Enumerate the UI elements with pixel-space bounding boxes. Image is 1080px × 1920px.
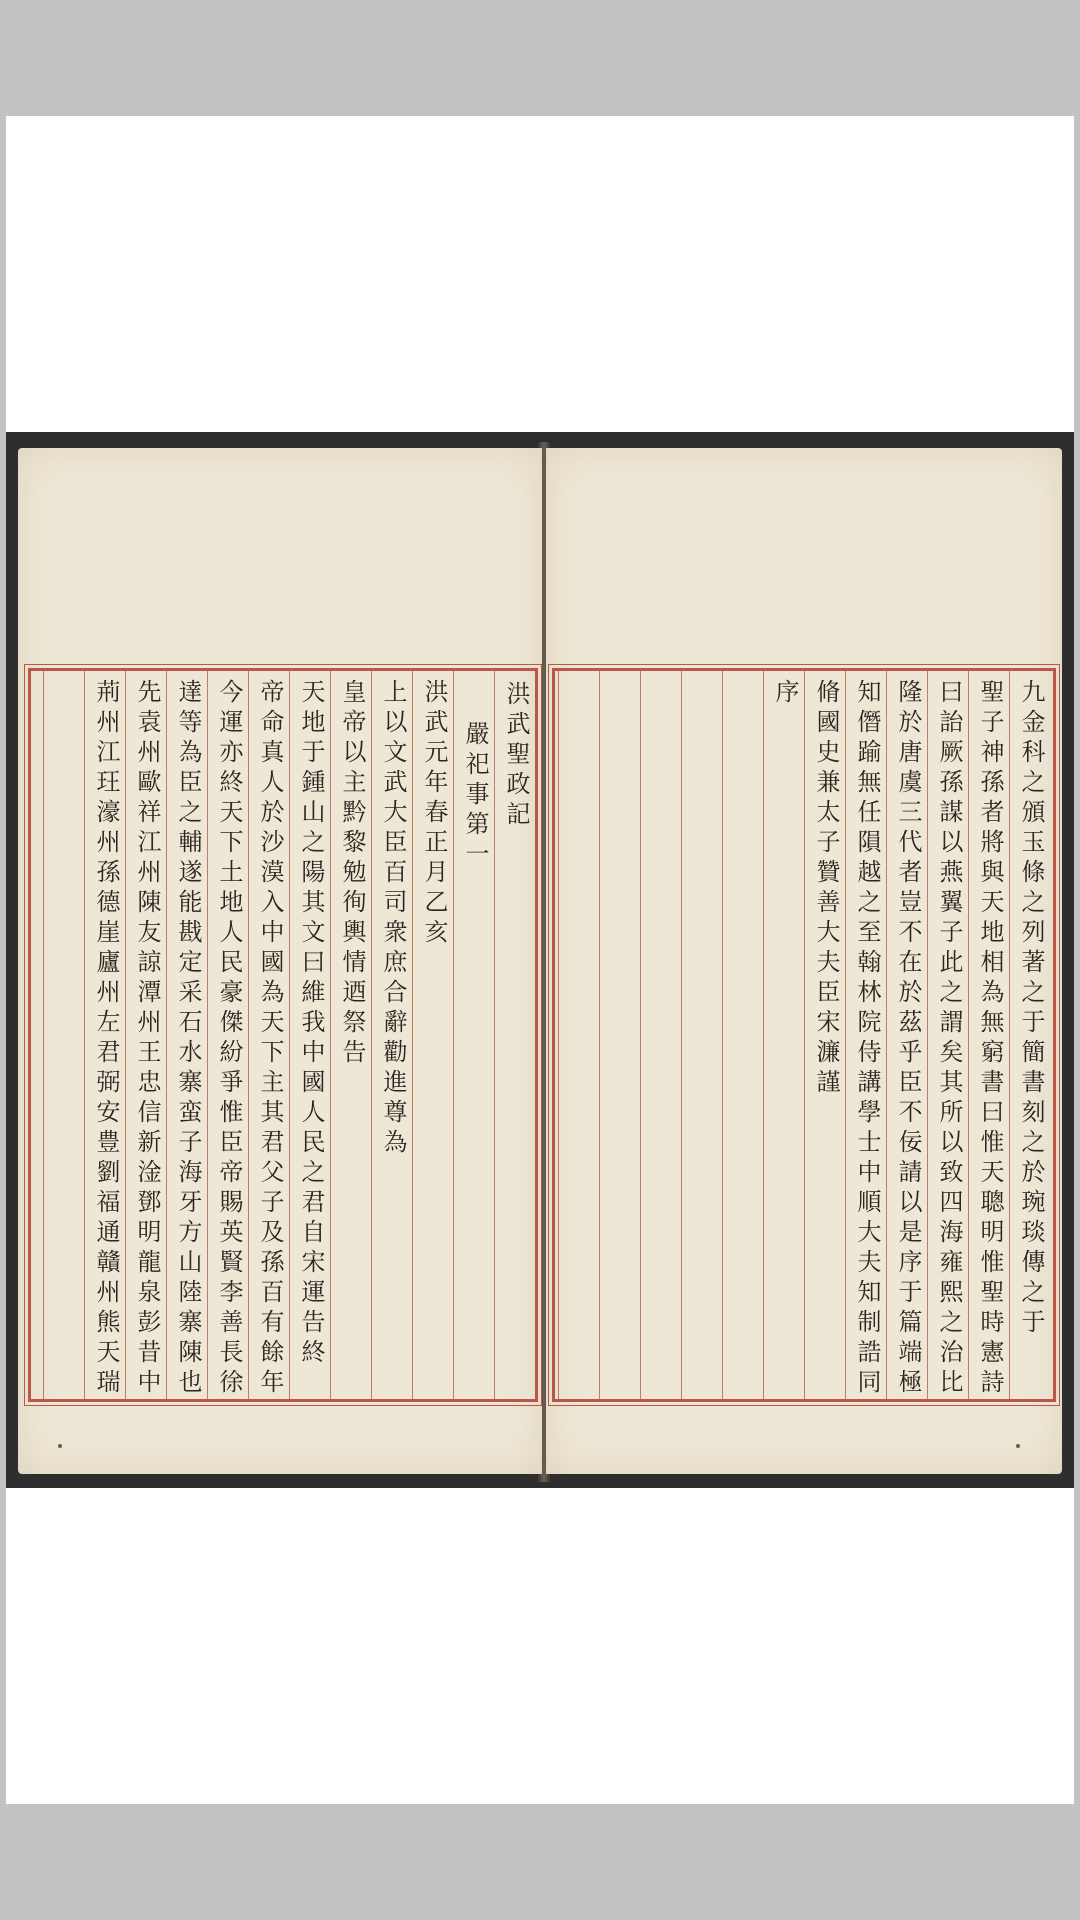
text-column: 皇帝以主黔黎勉徇輿情迺祭告 (338, 679, 366, 1069)
page-dot (1016, 1444, 1020, 1448)
left-col-11 (84, 671, 125, 1399)
text-column: 天地于鍾山之陽其文曰維我中國人民之君自宋運告終 (297, 679, 325, 1369)
right-col-empty (722, 671, 763, 1399)
right-col-2 (968, 671, 1009, 1399)
text-column: 達等為臣之輔遂能戡定采石水寨蛮子海牙方山陸寨陳也 (174, 679, 202, 1399)
text-column: 九金科之頒玉條之列著之于簡書刻之於琬琰傳之于 (1017, 679, 1045, 1339)
text-column: 今運亦終天下土地人民豪傑紛爭惟臣帝賜英賢李善長徐 (215, 679, 243, 1399)
right-col-4 (886, 671, 927, 1399)
right-page-frame (552, 668, 1056, 1402)
left-col-7 (248, 671, 289, 1399)
book-scan (6, 432, 1074, 1488)
right-col-5 (845, 671, 886, 1399)
document-viewer (6, 116, 1074, 1804)
text-column: 帝命真人於沙漠入中國為天下主其君父子及孫百有餘年 (256, 679, 284, 1399)
text-column: 脩國史兼太子贊善大夫臣宋濂謹 (812, 679, 840, 1099)
right-col-empty (681, 671, 722, 1399)
left-col-5 (330, 671, 371, 1399)
left-col-9 (166, 671, 207, 1399)
left-col-6 (289, 671, 330, 1399)
text-column: 上以文武大臣百司衆庶合辭勸進尊為 (379, 679, 407, 1159)
text-column: 曰詒厥孫謀以燕翼子此之謂矣其所以致四海雍熙之治比 (935, 679, 963, 1399)
text-column: 聖子神孫者將與天地相為無窮書曰惟天聰明惟聖時憲詩 (976, 679, 1004, 1399)
preface-heading: 序 (771, 679, 799, 709)
right-col-7 (763, 671, 804, 1399)
right-col-1 (1009, 671, 1050, 1399)
right-col-empty (599, 671, 640, 1399)
right-col-empty (558, 671, 599, 1399)
left-col-2 (453, 671, 494, 1399)
left-page (18, 448, 542, 1474)
left-col-empty (43, 671, 84, 1399)
left-col-10 (125, 671, 166, 1399)
text-column: 先袁州歐祥江州陳友諒潭州王忠信新淦鄧明龍泉彭昔中 (133, 679, 161, 1399)
text-column: 知僭踰無任隕越之至翰林院侍講學士中順大夫知制誥同 (853, 679, 881, 1399)
right-col-6 (804, 671, 845, 1399)
text-column: 隆於唐虞三代者豈不在於茲乎臣不佞請以是序于篇端極 (894, 679, 922, 1399)
left-col-4 (371, 671, 412, 1399)
right-col-3 (927, 671, 968, 1399)
left-col-8 (207, 671, 248, 1399)
book-title: 洪武聖政記 (502, 681, 530, 831)
page-dot (58, 1444, 62, 1448)
left-col-3 (412, 671, 453, 1399)
right-col-empty (640, 671, 681, 1399)
left-page-frame (28, 668, 538, 1402)
section-heading: 嚴祀事第一 (461, 721, 489, 871)
left-col-1 (494, 671, 535, 1399)
text-column: 荊州江玨濠州孫德崖廬州左君弼安豊劉福通贛州熊天瑞 (92, 679, 120, 1399)
text-column: 洪武元年春正月乙亥 (420, 679, 448, 949)
right-page (546, 448, 1062, 1474)
